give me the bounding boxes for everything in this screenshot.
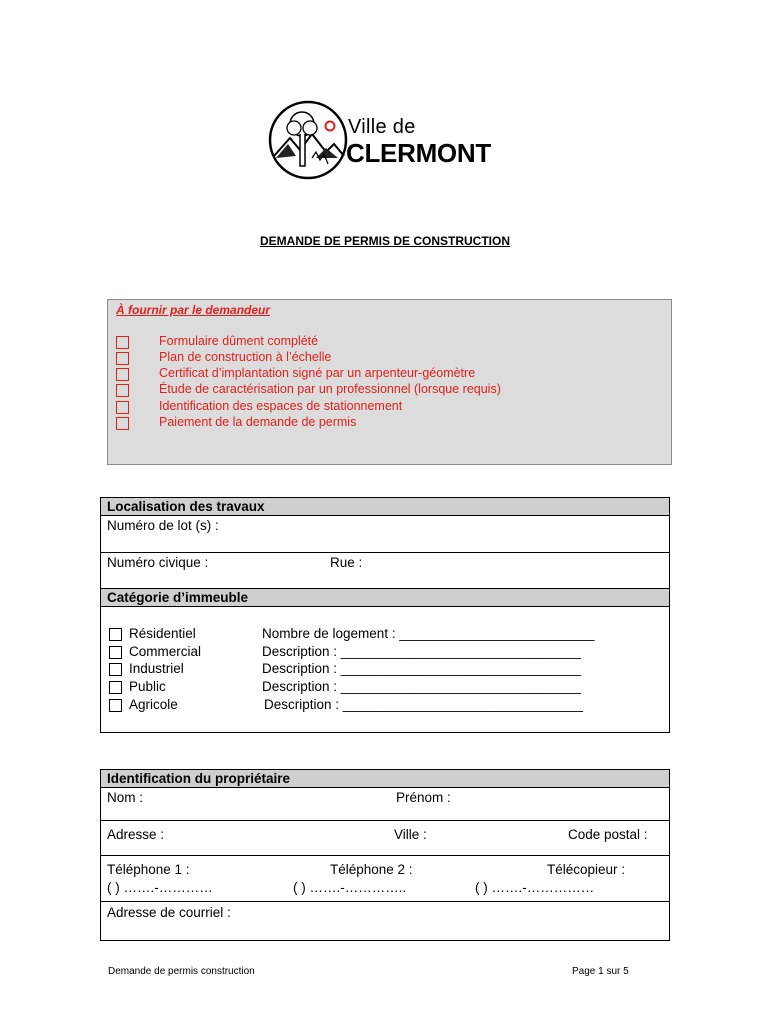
checklist-item-label: Plan de construction à l’échelle [159, 350, 332, 364]
checkbox[interactable] [116, 336, 129, 349]
categorie-heading: Catégorie d’immeuble [101, 589, 669, 607]
category-label: Résidentiel [129, 626, 196, 641]
adresse-label: Adresse : [107, 827, 165, 842]
telephone2-field[interactable]: ( ) …….-………….. [293, 880, 407, 895]
localisation-heading: Localisation des travaux [101, 498, 669, 516]
checklist-heading: À fournir par le demandeur [116, 303, 271, 317]
proprietaire-section [100, 769, 670, 941]
nom-label: Nom : [107, 790, 144, 805]
checkbox[interactable] [109, 663, 122, 676]
telephone1-field[interactable]: ( ) …….-………… [107, 880, 213, 895]
checklist-panel [107, 299, 672, 465]
categorie-header-wrap [101, 589, 669, 607]
telephone1-label: Téléphone 1 : [107, 862, 190, 877]
prenom-label: Prénom : [396, 790, 451, 805]
telecopieur-label: Télécopieur : [547, 862, 626, 877]
checkbox[interactable] [116, 401, 129, 414]
checklist-item-label: Paiement de la demande de permis [159, 415, 357, 429]
street-label: Rue : [330, 555, 363, 570]
description-field[interactable]: Description : ________________________________ [262, 644, 582, 659]
checkbox[interactable] [109, 681, 122, 694]
logo-ville-de: Ville de [348, 116, 416, 138]
courriel-label: Adresse de courriel : [107, 905, 231, 920]
lot-number-field[interactable] [107, 538, 662, 552]
logo-clermont: CLERMONT [346, 138, 491, 168]
checklist-item-label: Formulaire dûment complété [159, 334, 319, 348]
localisation-section [100, 497, 670, 733]
clermont-tree-mountain-emblem-icon [268, 100, 348, 180]
checklist-item-label: Identification des espaces de stationnement [159, 399, 403, 413]
document-title: DEMANDE DE PERMIS DE CONSTRUCTION [259, 234, 510, 248]
divider [101, 552, 669, 553]
category-label: Industriel [129, 661, 184, 676]
clermont-logo [268, 100, 500, 180]
description-field[interactable]: Description : ________________________________ [262, 661, 582, 676]
lot-number-label: Numéro de lot (s) : [107, 518, 219, 533]
checkbox[interactable] [116, 352, 129, 365]
checklist-item-label: Étude de caractérisation par un professionnel (lorsque requis) [159, 382, 501, 396]
checkbox[interactable] [109, 699, 122, 712]
divider [101, 820, 669, 821]
code-postal-label: Code postal : [568, 827, 648, 842]
telephone2-label: Téléphone 2 : [330, 862, 413, 877]
description-field[interactable]: Description : ________________________________ [264, 697, 584, 712]
checkbox[interactable] [116, 384, 129, 397]
divider [101, 901, 669, 902]
checklist-item-label: Certificat d’implantation signé par un arpenteur-géomètre [159, 366, 476, 380]
footer-page-number: Page 1 sur 5 [572, 966, 629, 977]
civic-number-label: Numéro civique : [107, 555, 209, 570]
proprietaire-heading: Identification du propriétaire [101, 770, 669, 788]
telecopieur-field[interactable]: ( ) …….-…………… [475, 880, 595, 895]
description-field[interactable]: Description : ________________________________ [262, 679, 582, 694]
checkbox[interactable] [116, 417, 129, 430]
category-label: Agricole [129, 697, 178, 712]
category-label: Commercial [129, 644, 202, 659]
divider [101, 855, 669, 856]
footer-document-name: Demande de permis construction [108, 966, 255, 977]
checkbox[interactable] [109, 628, 122, 641]
ville-label: Ville : [394, 827, 427, 842]
checkbox[interactable] [116, 368, 129, 381]
logement-count-field[interactable]: Nombre de logement : __________________________ [262, 626, 595, 641]
category-label: Public [129, 679, 166, 694]
checkbox[interactable] [109, 646, 122, 659]
